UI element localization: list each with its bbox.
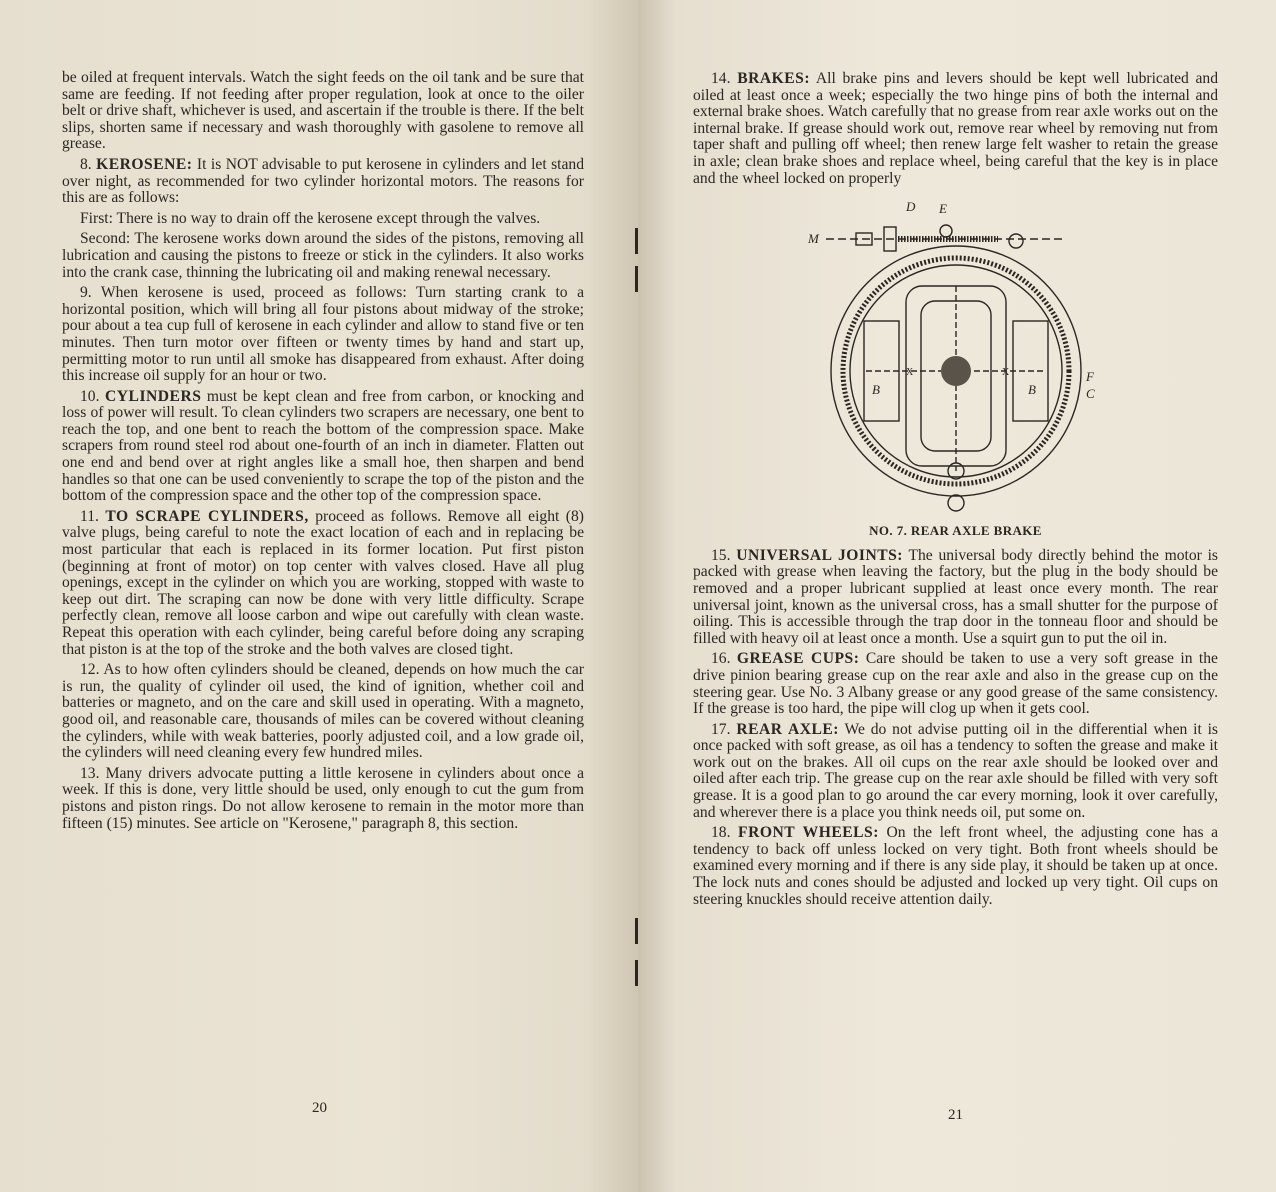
paragraph <box>693 71 1218 187</box>
paragraph-number: 15. <box>711 546 737 564</box>
rear-axle-brake-figure <box>693 191 1218 540</box>
paragraph <box>693 548 1218 648</box>
paragraph-text: It is NOT advisable to put kerosene in cylinders and let stand over night, as recommended for two cylinder horizontal motors. The reasons for this are as follows: <box>62 155 584 207</box>
paragraph-text: On the left front wheel, the adjusting cone has a tendency to back off unless locked on very tight. Both front wheels should be examined every morning and if there is any side play, it should be taken up at once. The lock nuts and cones should be adjusted and locked up very tight. Oil cups on steering knuckles should receive attention daily. <box>693 824 1219 908</box>
paragraph-number: 18. <box>711 824 739 842</box>
label-d: D <box>905 199 915 215</box>
label-x-right: X <box>1001 367 1009 379</box>
page-number-right: 21 <box>948 1107 963 1123</box>
rear-axle-brake-diagram <box>806 191 1106 521</box>
paragraph-text: 9. When kerosene is used, proceed as follows: Turn starting crank to a horizontal position, which will bring all four pistons about midway of the stroke; pour about a tea cup full of kerosene in each cylinder and allow to stand five or ten minutes. Then turn motor over fifteen or twenty times by hand and start up, permitting motor to run until all smoke has disappeared from exhaust. After doing this increase oil supply for an hour or two. <box>62 284 584 385</box>
paragraph-number: 14. <box>711 70 738 87</box>
label-b-left: B <box>871 382 880 398</box>
paragraph-text: Second: The kerosene works down around the sides of the pistons, removing all lubrication and causing the pistons to freeze or stick in the cylinders. It also works into the crank case, thinning the lubricating oil and making renewal necessary. <box>62 230 584 281</box>
paragraph <box>62 662 584 762</box>
paragraph-text: We do not advise putting oil in the differential when it is once packed with soft grease, as oil has a tendency to soften the grease and make it work out on the brakes. All oil cups on the rear axle should be looked over and oiled after each trip. The grease cup on the rear axle should be filled with very soft grease. It is a good plan to go around the car every morning, look it over carefully, and wherever there is a place you think needs oil, put some on. <box>693 720 1219 821</box>
paragraph <box>62 285 584 385</box>
paragraph-number: 17. <box>711 720 737 738</box>
paragraph <box>62 70 584 153</box>
label-x-left: X <box>905 367 913 379</box>
label-f: F <box>1085 369 1094 385</box>
left-page-text <box>62 70 584 836</box>
section-heading: BRAKES: <box>737 70 811 87</box>
paragraph <box>62 389 584 505</box>
paragraph-number: 16. <box>711 650 737 668</box>
section-heading: REAR AXLE: <box>736 720 839 738</box>
paragraph-text: 13. Many drivers advocate putting a little kerosene in cylinders about once a week. If this is done, very little should be used, only enough to cut the gum from pistons and piston rings. Do not allow kerosene to remain in the motor more than fifteen (15) minutes. See article on "Kerosene," paragraph 8, this section. <box>62 764 584 832</box>
label-e: E <box>938 201 947 217</box>
paragraph <box>693 825 1218 908</box>
binding-staple <box>635 266 638 292</box>
paragraph-text: The universal body directly behind the motor is packed with grease when leaving the factory, but the plug in the body should be removed and a proper lubricant supplied at least once every month. The rear universal joint, known as the universal cross, has a small shutter for the purpose of oiling. This is accessible through the trap door in the tonneau floor and should be filled with heavy oil at least once a month. Use a squirt gun to put the oil in. <box>693 546 1219 647</box>
label-c: C <box>1085 386 1095 402</box>
paragraph-number: 11. <box>80 507 106 525</box>
section-heading: FRONT WHEELS: <box>738 824 879 842</box>
label-b-right: B <box>1027 382 1036 398</box>
paragraph-text: 12. As to how often cylinders should be cleaned, depends on how much the car is run, the quality of cylinder oil used, the kind of ignition, whether coil and batteries or magneto, and on the care and skill used in operating. With a magneto, good oil, and reasonable care, thousands of miles can be covered without cleaning the cylinders, while with weak batteries, poorly adjusted coil, and a low grade oil, the cylinders will need cleaning every few hundred miles. <box>62 661 584 762</box>
paragraph-text: be oiled at frequent intervals. Watch the sight feeds on the oil tank and be sure that same are feeding. If not feeding after proper regulation, look at once to the oiler belt or drive shaft, whichever is used, and ascertain if the trouble is there. If the belt slips, shorten same if necessary and wash thoroughly with gasolene to remove all grease. <box>62 69 584 153</box>
paragraph <box>62 509 584 658</box>
paragraph <box>693 722 1218 822</box>
paragraph-number: 8. <box>80 155 97 173</box>
paragraph-text: First: There is no way to drain off the kerosene except through the valves. <box>80 209 541 227</box>
paragraph-text: Care should be taken to use a very soft grease in the drive pinion bearing grease cup on the rear axle and also in the grease cup on the steering gear. Use No. 3 Albany grease or any good grease of the same consistency. If the grease is too hard, the pipe will clog up when it gets cool. <box>693 650 1218 718</box>
section-heading: UNIVERSAL JOINTS: <box>736 546 903 564</box>
right-page <box>638 0 1276 1192</box>
paragraph <box>693 651 1218 717</box>
paragraph-number: 10. <box>80 387 106 405</box>
binding-staple <box>635 918 638 944</box>
binding-staple <box>635 228 638 254</box>
right-page-text <box>693 71 1218 912</box>
binding-staple <box>635 960 638 986</box>
section-heading: CYLINDERS <box>105 387 202 405</box>
page-number-left: 20 <box>312 1100 327 1116</box>
section-heading: GREASE CUPS: <box>736 650 860 668</box>
paragraph <box>62 231 584 281</box>
label-m: M <box>807 231 819 247</box>
paragraph-text: All brake pins and levers should be kept well lubricated and oiled at least once a week; especially the two hinge pins of both the internal and external brake shoes. Watch carefully that no grease from rear axle works out on the internal brake. If grease should work out, remove rear wheel by removing nut from taper shaft and pulling off wheel; then renew large felt washer to retain the grease in axle; clean brake shoes and replace wheel, being careful that the key is in place and the wheel locked on properly <box>693 70 1219 187</box>
paragraph <box>62 766 584 832</box>
paragraph-text: must be kept clean and free from carbon, or knocking and loss of power will result. To clean cylinders two scrapers are necessary, one bent to reach the top, and one bent to reach the bottom of the compression space. Make scrapers from round steel rod about one-fourth of an inch in diameter. Flatten out one end and bend over at right angles like a small hoe, then sharpen and bend handles so that one can be used conveniently to scrape the top of the piston and the bottom of the compression space and the other top of the compression space. <box>62 387 584 505</box>
section-heading: KEROSENE: <box>96 155 193 173</box>
section-heading: TO SCRAPE CYLINDERS, <box>105 507 309 525</box>
paragraph <box>62 157 584 207</box>
paragraph-text: proceed as follows. Remove all eight (8) valve plugs, being careful to note the exact location of each and in replacing be most particular that each is replaced in its former location. Put first piston (beginning at front of motor) on top center with valves closed. Have all plug openings, except in the cylinder on which you are working, stopped with waste to keep out dirt. The scraping can now be done with very little difficulty. Scrape perfectly clean, remove all loose carbon and wipe out carefully with clean waste. Repeat this operation with each cylinder, being careful before doing any scraping that piston is at the top of the stroke and the both valves are closed tight. <box>62 507 584 658</box>
figure-caption: NO. 7. REAR AXLE BRAKE <box>869 523 1042 539</box>
paragraph <box>62 211 584 228</box>
